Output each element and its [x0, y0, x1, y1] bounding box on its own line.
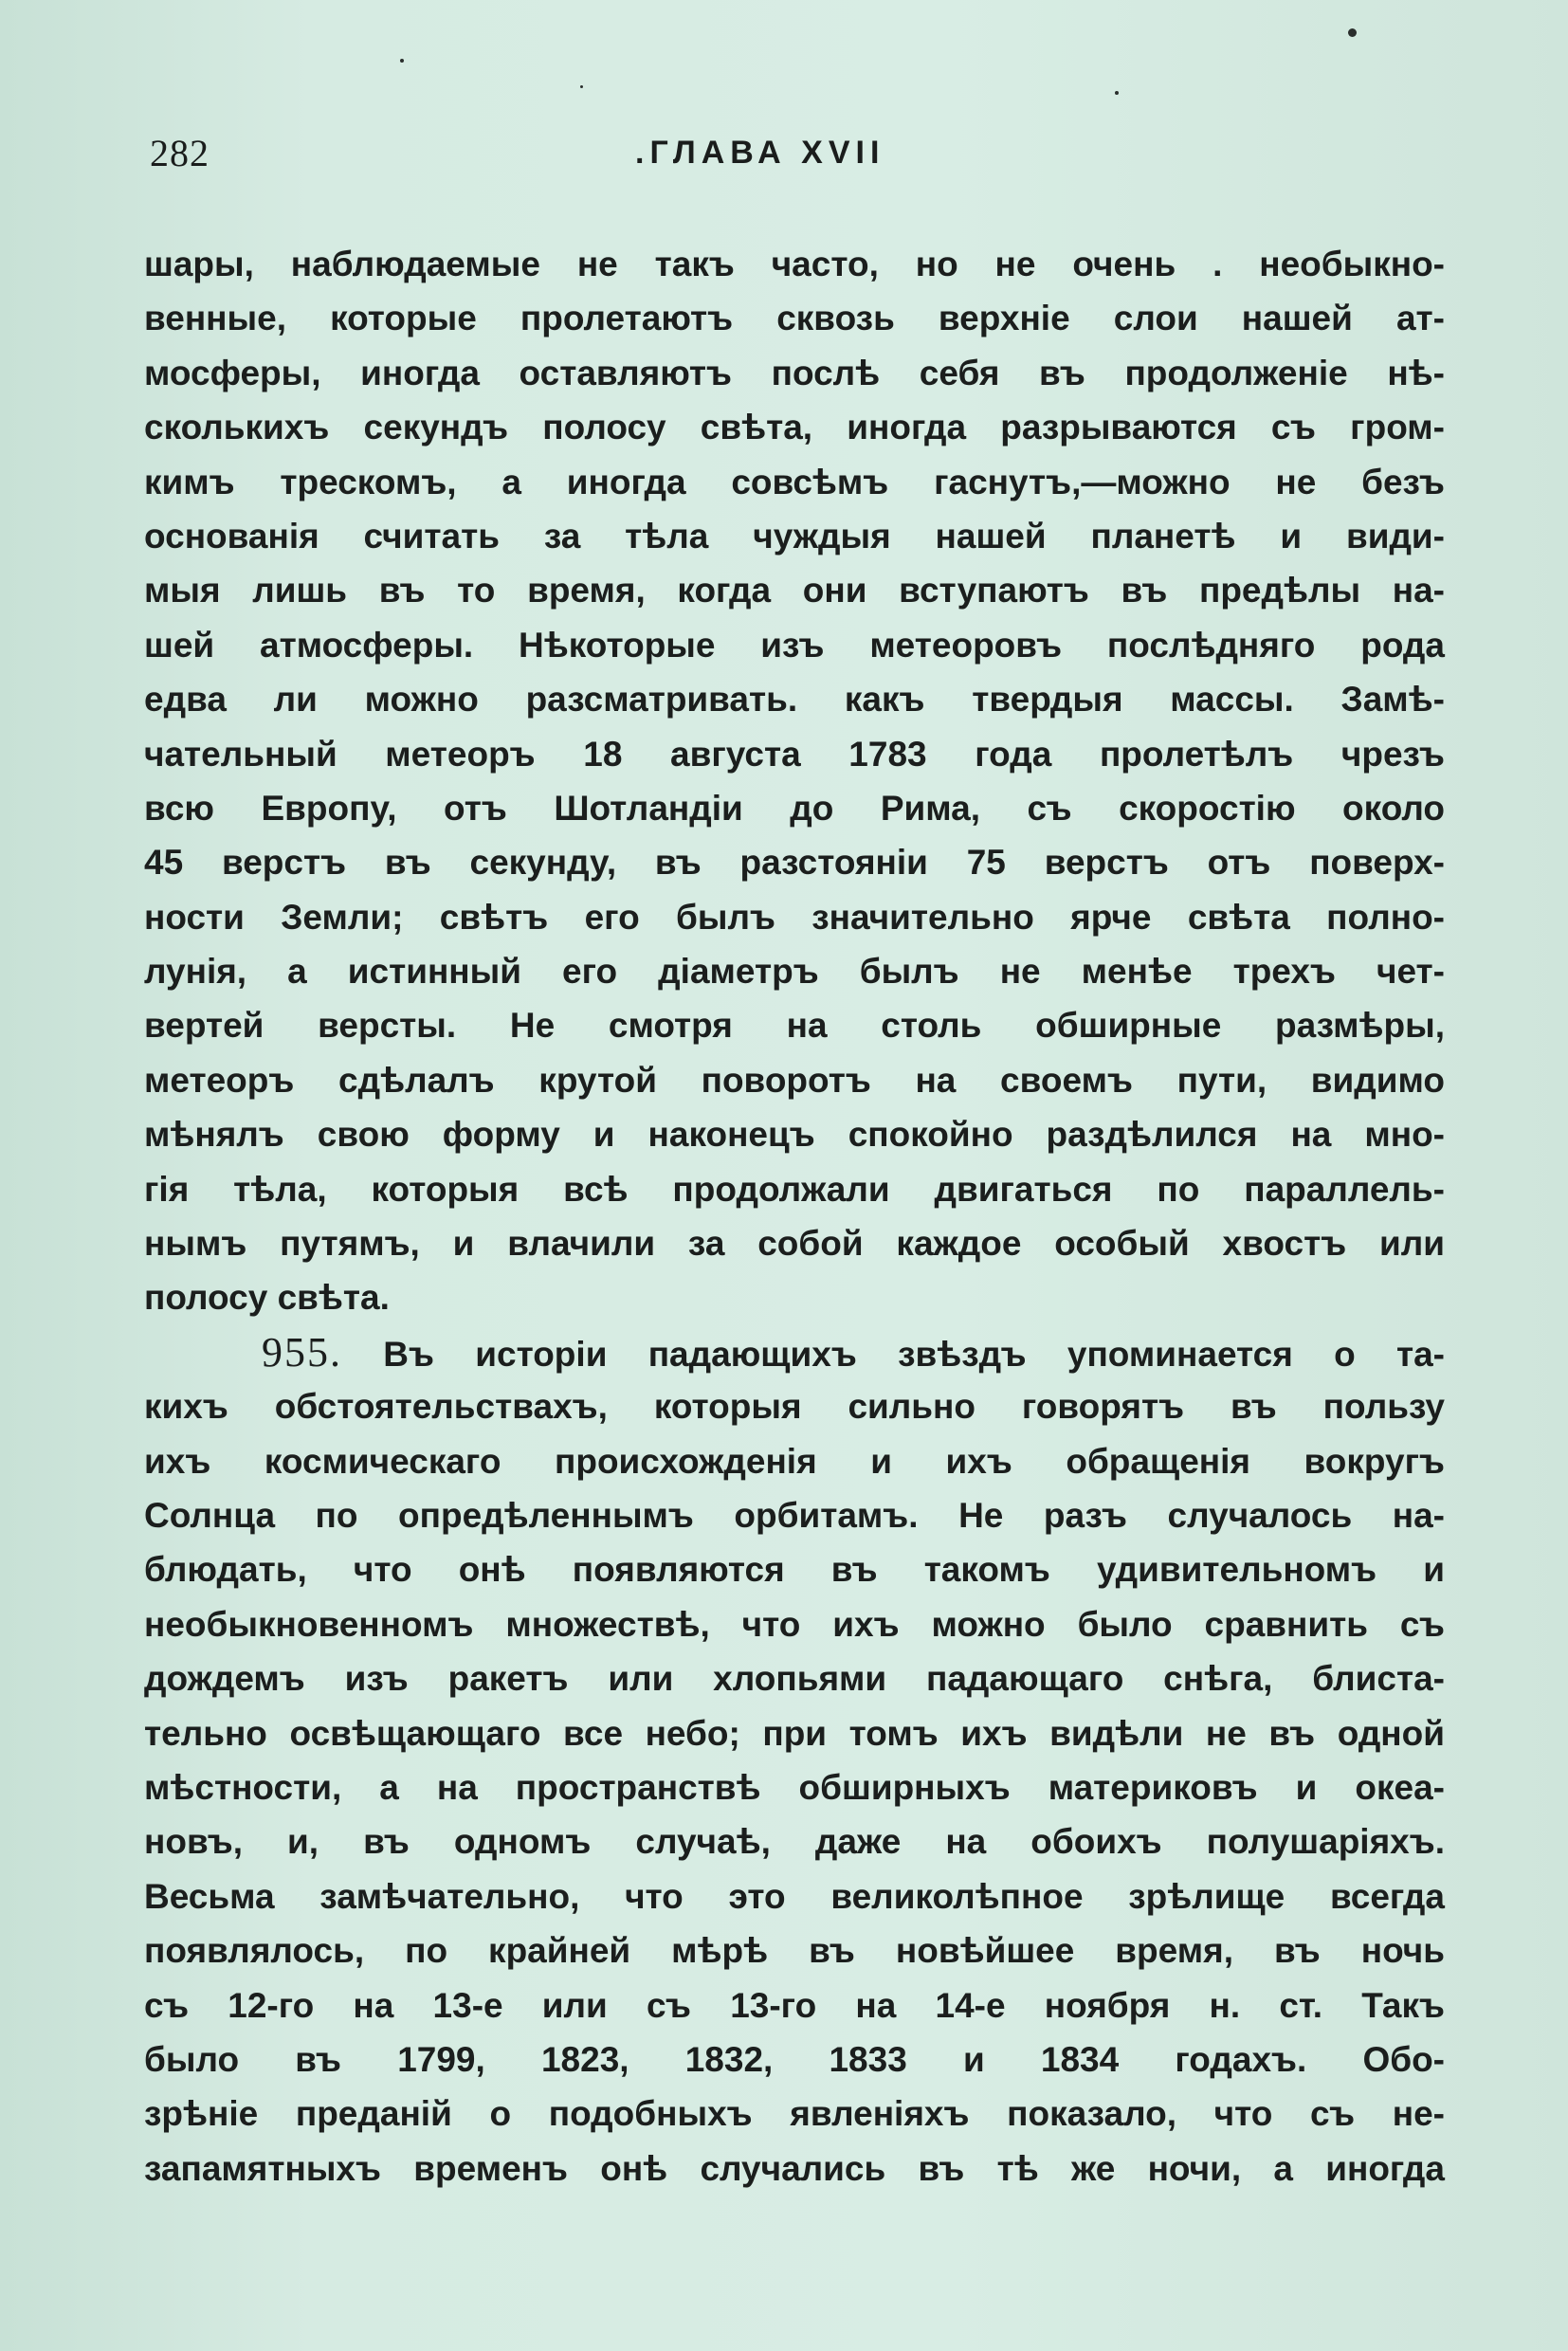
- page-header: [0, 131, 1568, 188]
- paragraph-numbered: [144, 1325, 1445, 2196]
- page-number: 282: [150, 132, 210, 174]
- paragraph-body: [144, 1379, 1445, 2196]
- text-line: нымъ путямъ, и влачили за собой каждое особый хвостъ или: [144, 1224, 1445, 1264]
- text-line: зрѣніе преданій о подобныхъ явленіяхъ показало, что съ не-: [144, 2094, 1445, 2134]
- paragraph-first-line: [144, 1325, 1445, 1379]
- text-line: метеоръ сдѣлалъ крутой поворотъ на своемъ пути, видимо: [144, 1060, 1445, 1100]
- chapter-title: .ГЛАВА XVII: [635, 135, 885, 171]
- text-line: ности Земли; свѣтъ его былъ значительно ярче свѣта полно-: [144, 897, 1445, 937]
- text-line: кихъ обстоятельствахъ, которыя сильно говорятъ въ пользу: [144, 1387, 1445, 1427]
- text-line: Весьма замѣчательно, что это великолѣпное зрѣлище всегда: [144, 1876, 1445, 1916]
- text-line: блюдать, что онѣ появляются въ такомъ удивительномъ и: [144, 1550, 1445, 1590]
- text-line: тельно освѣщающаго все небо; при томъ ихъ видѣли не въ одной: [144, 1713, 1445, 1753]
- ink-speck: [400, 59, 404, 63]
- text-line: венные, которые пролетаютъ сквозь верхніе слои нашей ат-: [144, 299, 1445, 338]
- ink-speck: [580, 85, 583, 88]
- text-line: всю Европу, отъ Шотландіи до Рима, съ скоростію около: [144, 788, 1445, 828]
- text-line: новъ, и, въ одномъ случаѣ, даже на обоихъ полушаріяхъ.: [144, 1822, 1445, 1862]
- text-line: гія тѣла, которыя всѣ продолжали двигаться по параллель-: [144, 1169, 1445, 1209]
- text-line: шей атмосферы. Нѣкоторые изъ метеоровъ послѣдняго рода: [144, 625, 1445, 665]
- text-line: Солнца по опредѣленнымъ орбитамъ. Не разъ случалось на-: [144, 1495, 1445, 1535]
- text-line: кимъ трескомъ, а иногда совсѣмъ гаснутъ,—можно не безъ: [144, 462, 1445, 501]
- text-line: съ 12-го на 13-е или съ 13-го на 14-е ноября н. ст. Такъ: [144, 1985, 1445, 2025]
- text-line: сколькихъ секундъ полосу свѣта, иногда разрываются съ гром-: [144, 408, 1445, 447]
- body-text: [144, 237, 1445, 2196]
- text-line: было въ 1799, 1823, 1832, 1833 и 1834 годахъ. Обо-: [144, 2039, 1445, 2079]
- text-line: мосферы, иногда оставляютъ послѣ себя въ продолженіе нѣ-: [144, 353, 1445, 392]
- text-line: дождемъ изъ ракетъ или хлопьями падающаго снѣга, блиста-: [144, 1659, 1445, 1699]
- paragraph: [144, 237, 1445, 1325]
- text-line: Въ исторіи падающихъ звѣздъ упоминается о та-: [383, 1334, 1446, 1374]
- text-line: вертей версты. Не смотря на столь обширные размѣры,: [144, 1006, 1445, 1046]
- text-line: необыкновенномъ множествѣ, что ихъ можно было сравнить съ: [144, 1604, 1445, 1644]
- text-line: ихъ космическаго происхожденія и ихъ обращенія вокругъ: [144, 1441, 1445, 1481]
- text-line: полосу свѣта.: [144, 1278, 390, 1318]
- ink-speck: [1115, 91, 1119, 95]
- paragraph-number: 955.: [262, 1328, 342, 1376]
- text-line: шары, наблюдаемые не такъ часто, но не очень . необыкно-: [144, 245, 1445, 283]
- text-line: лунія, а истинный его діаметръ былъ не менѣе трехъ чет-: [144, 952, 1445, 992]
- text-line: появлялось, по крайней мѣрѣ въ новѣйшее время, въ ночь: [144, 1931, 1445, 1971]
- ink-speck: [1348, 28, 1357, 37]
- text-line: чательный метеоръ 18 августа 1783 года пролетѣлъ чрезъ: [144, 734, 1445, 774]
- text-line: мѣнялъ свою форму и наконецъ спокойно раздѣлился на мно-: [144, 1115, 1445, 1155]
- text-line: едва ли можно разсматривать. какъ твердыя массы. Замѣ-: [144, 680, 1445, 720]
- text-line: 45 верстъ въ секунду, въ разстояніи 75 верстъ отъ поверх-: [144, 843, 1445, 883]
- text-line: мѣстности, а на пространствѣ обширныхъ материковъ и океа-: [144, 1767, 1445, 1807]
- text-line: основанія считать за тѣла чуждыя нашей планетѣ и види-: [144, 516, 1445, 556]
- text-line: запамятныхъ временъ онѣ случались въ тѣ же ночи, а иногда: [144, 2148, 1445, 2188]
- text-line: мыя лишь въ то время, когда они вступаютъ въ предѣлы на-: [144, 571, 1445, 611]
